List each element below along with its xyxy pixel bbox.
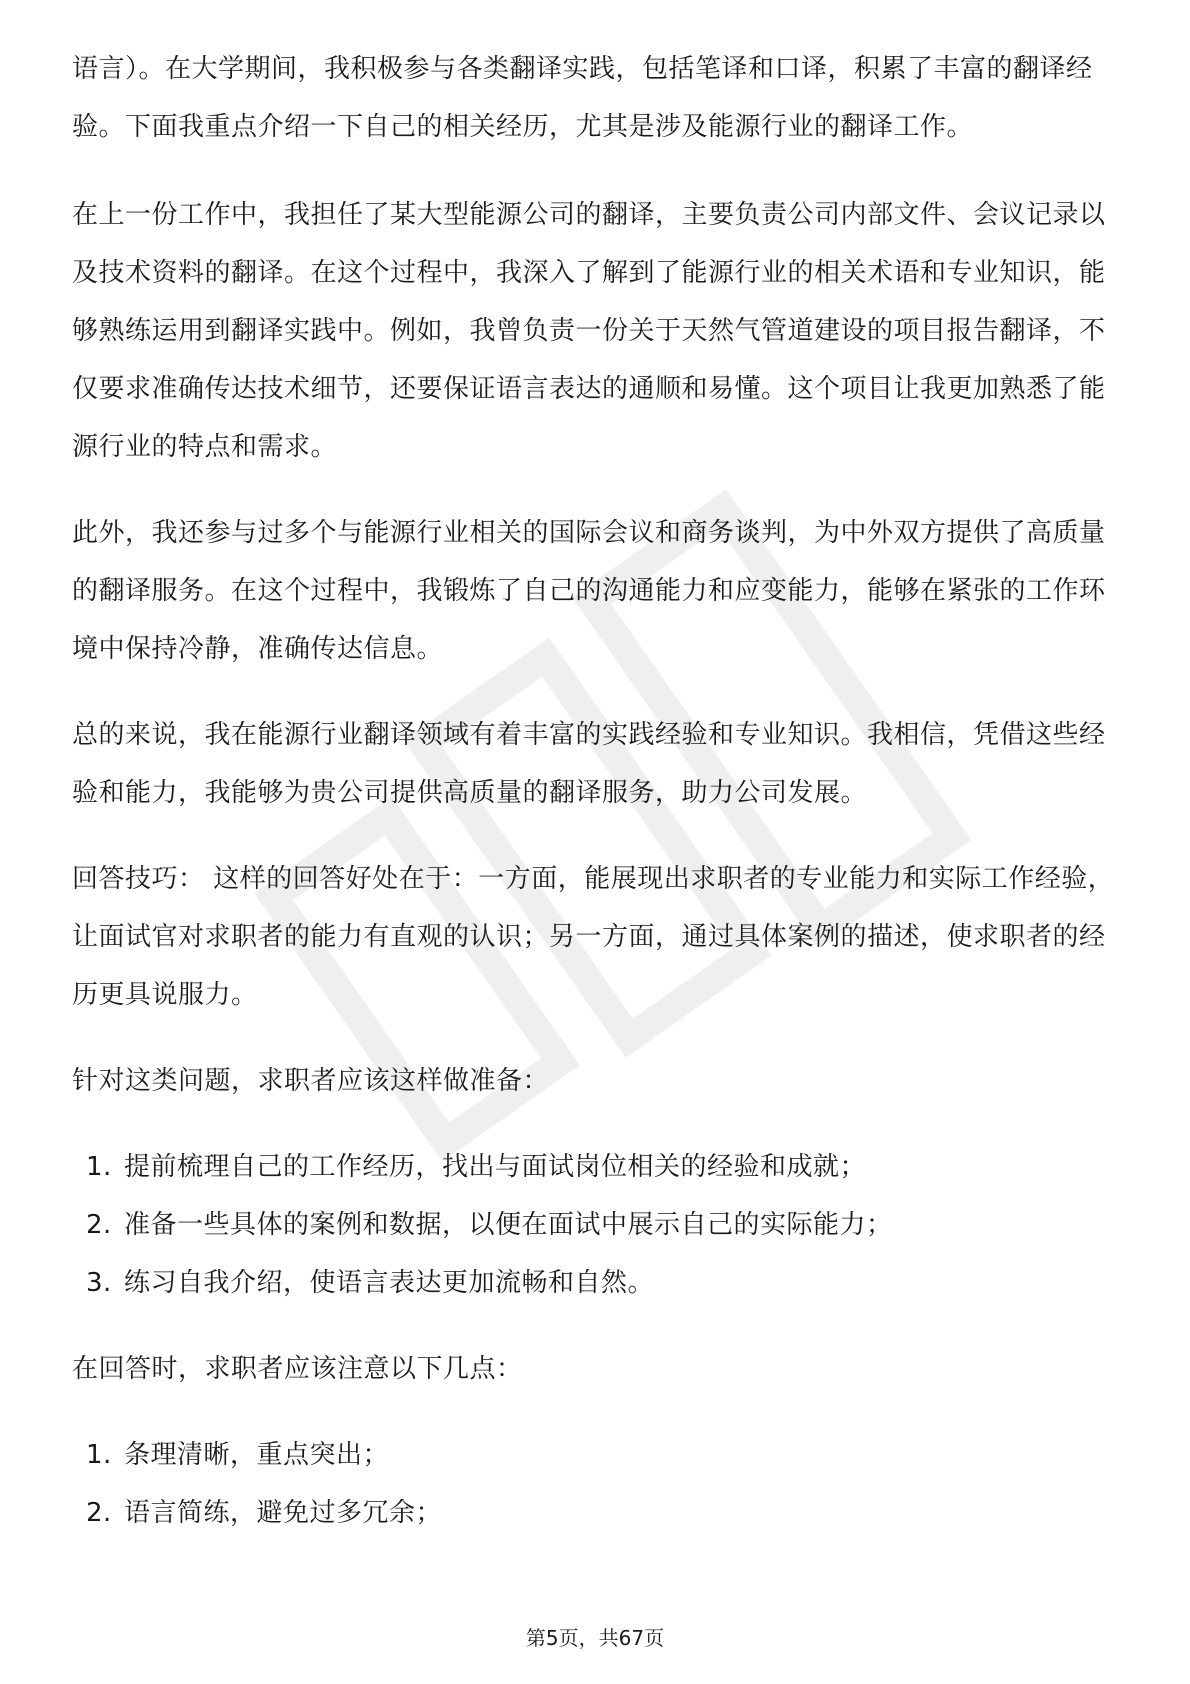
list-item: 1. 条理清晰，重点突出；: [86, 1440, 390, 1470]
paragraph-1: 语言）。在大学期间，我积极参与各类翻译实践，包括笔译和口译，积累了丰富的翻译经验。下面我重点介绍一下自己的相关经历，尤其是涉及能源行业的翻译工作。: [72, 54, 1093, 142]
attention-list: [72, 1426, 1122, 1542]
list-item: 2. 语言简练，避免过多冗余；: [86, 1498, 443, 1528]
paragraph-answer-tips: 回答技巧： 这样的回答好处在于：一方面，能展现出求职者的专业能力和实际工作经验，让面试官对求职者的能力有直观的认识；另一方面，通过具体案例的描述，使求职者的经历更具说服力。: [72, 864, 1115, 1010]
list-item: 2. 准备一些具体的案例和数据，以便在面试中展示自己的实际能力；: [86, 1210, 893, 1240]
list-item: 3. 练习自我介绍，使语言表达更加流畅和自然。: [86, 1268, 655, 1298]
list-item: 1. 提前梳理自己的工作经历，找出与面试岗位相关的经验和成就；: [86, 1152, 867, 1182]
prep-list: [72, 1138, 1122, 1312]
paragraph-4: 总的来说，我在能源行业翻译领域有着丰富的实践经验和专业知识。我相信，凭借这些经验和能力，我能够为贵公司提供高质量的翻译服务，助力公司发展。: [72, 720, 1106, 808]
document-body: [72, 40, 1122, 1570]
paragraph-3: 此外，我还参与过多个与能源行业相关的国际会议和商务谈判，为中外双方提供了高质量的翻译服务。在这个过程中，我锻炼了自己的沟通能力和应变能力，能够在紧张的工作环境中保持冷静，准确传达信息。: [72, 518, 1106, 664]
paragraph-2: 在上一份工作中，我担任了某大型能源公司的翻译，主要负责公司内部文件、会议记录以及技术资料的翻译。在这个过程中，我深入了解到了能源行业的相关术语和专业知识，能够熟练运用到翻译实践中。例如，我曾负责一份关于天然气管道建设的项目报告翻译，不仅要求准确传达技术细节，还要保证语言表达的通顺和易懂。这个项目让我更加熟悉了能源行业的特点和需求。: [72, 200, 1106, 462]
paragraph-attention-intro: 在回答时，求职者应该注意以下几点：: [72, 1354, 523, 1384]
paragraph-prep-intro: 针对这类问题，求职者应该这样做准备：: [72, 1066, 550, 1096]
page-footer: 第5页，共67页: [525, 1626, 665, 1650]
